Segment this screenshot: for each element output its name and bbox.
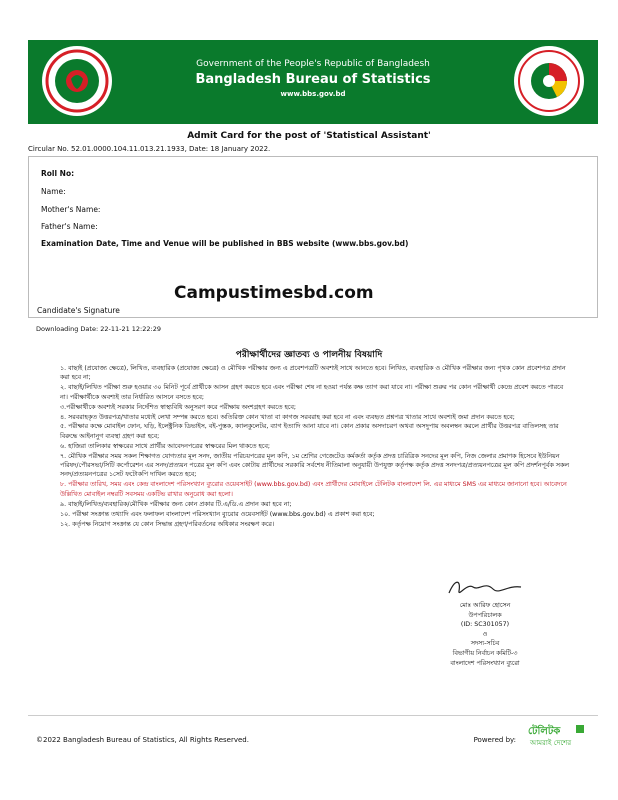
download-date: Downloading Date: 22-11-21 12:22:29 — [36, 325, 161, 333]
footer — [28, 715, 598, 751]
name-label: Name: — [41, 187, 66, 196]
gov-line: Government of the People's Republic of Bangladesh — [196, 59, 430, 69]
candidate-info-box — [28, 156, 598, 318]
powered-by-label: Powered by: — [473, 736, 516, 744]
roll-label: Roll No: — [41, 169, 75, 178]
rule-item: ৫. পরীক্ষার কক্ষে মোবাইল ফোন, ঘড়ি, ইলেক্ট্রনিক ডিভাইস, বই-পুস্তক, ক্যালকুলেটর, ব্যাগ ইত্যাদি আনা যাবে না। কোন প্রকার অসদাচরণ অথবা অসদুপায় অবলম্বন করলে প্রার্থীর উত্তরপত্র বাতিলসহ তার বিরুদ্ধে আইনানুগ ব্যবস্থা গ্রহণ করা হবে; — [60, 423, 559, 440]
father-name-label: Father's Name: — [41, 222, 98, 231]
authority-signature-block — [400, 577, 570, 668]
rule-item: ৬. হাজিরা তালিকার স্বাক্ষরের সাথে প্রার্থীর আবেদনপত্রের স্বাক্ষরের মিল থাকতে হবে; — [60, 442, 270, 450]
rules-list — [60, 364, 570, 529]
teletalk-logo-tagline: আমরাই দেশের — [530, 739, 572, 747]
signatory-id: (ID: SC301057) — [460, 621, 510, 629]
header-banner — [28, 40, 598, 124]
mother-name-label: Mother's Name: — [41, 205, 101, 214]
rule-item: ১০. পরীক্ষা সংক্রান্ত তথ্যাদি এবং ফলাফল বাংলাদেশ পরিসংখ্যান ব্যুরোর ওয়েবসাইট (www.bbs.gov.bd) এ প্রকাশ করা হবে; — [60, 510, 375, 518]
teletalk-logo-icon — [526, 722, 586, 748]
rule-item: ৩.পরীক্ষার্থীকে অবশ্যই সরকার নির্দেশিত স্বাস্থ্যবিধি অনুসরণ করে পরীক্ষায় অংশগ্রহণ করতে হবে; — [60, 403, 296, 411]
signatory-committee: বিভাগীয় নির্বাচন কমিটি-৩ — [452, 649, 518, 657]
teletalk-logo-name: টেলিটক — [528, 726, 561, 737]
admit-card-title: Admit Card for the post of 'Statistical Assistant' — [187, 131, 431, 141]
signatory-role: সদস্য-সচিব — [470, 640, 500, 648]
website-link[interactable]: www.bbs.gov.bd — [280, 90, 346, 98]
rule-item-highlight: ৮. পরীক্ষার তারিখ, সময় এবং কেন্দ্র বাংলাদেশ পরিসংখ্যান ব্যুরোর ওয়েবসাইট (www.bbs.gov.bd) এবং প্রার্থীদের মোবাইলে টেলিটক বাংলাদেশ লি. এর মাধ্যমে SMS এর মাধ্যমে জানানো হবে। আবেদনে উল্লিখিত মোবাইল নম্বরটি সবসময় একটিভ রাখার অনুরোধ করা হলো। — [60, 481, 567, 498]
rule-item: ১. বাছাই (প্রযোজ্য ক্ষেত্রে), লিখিত, ব্যবহারিক (প্রযোজ্য ক্ষেত্রে) ও মৌখিক পরীক্ষার জন্য এ প্রবেশপত্রটি অবশ্যই সাথে আনতে হবে। লিখিত, ব্যবহারিক ও মৌখিক পরীক্ষার জন্য পৃথক কোন প্রবেশপত্র প্রদান করা হবে না; — [60, 365, 566, 382]
rule-item: ১২. কর্তৃপক্ষ নিয়োগ সংক্রান্ত যে কোন সিদ্ধান্ত গ্রহণ/পরিবর্তনের অধিকার সংরক্ষণ করে। — [60, 520, 275, 528]
rule-item: ৭. মৌখিক পরীক্ষার সময় সকল শিক্ষাগত যোগ্যতার মূল সনদ, জাতীয় পরিচয়পত্রের মূল কপি, ১ম শ্রেণির গেজেটেড কর্মকর্তা কর্তৃক প্রদত্ত চারিত্রিক সনদের মূল কপি, নিজ জেলার প্রমাণক হিসেবে ইউনিয়ন পরিষদ/পৌরসভা/সিটি কর্পোরেশন এর সনদ/প্রত্যয়ন পত্রের মূল কপি এবং কোটায় প্রার্থীদের সরকারি সর্বশেষ নীতিমালা অনুযায়ী উপযুক্ত কর্তৃপক্ষ কর্তৃক প্রদত্ত সনদপত্র/প্রত্যয়নপত্রের মূল কপি প্রদর্শনপূর্বক সকল সনদ/প্রত্যয়নপত্রের ১সেট ফটোকপি দাখিল করতে হবে; — [60, 452, 569, 479]
signature-icon — [445, 577, 525, 599]
signatory-and: ও — [482, 630, 488, 638]
candidate-signature-label: Candidate's Signature — [37, 306, 120, 315]
copyright-text: ©2022 Bangladesh Bureau of Statistics, All Rights Reserved. — [36, 736, 249, 744]
signatory-name: মোঃ আরিফ হোসেন — [459, 602, 511, 609]
circular-number: Circular No. 52.01.0000.104.11.013.21.1933, Date: 18 January 2022. — [28, 145, 271, 153]
rule-item: ৪. সরবরাহকৃত উত্তরপত্র/খাতার মধ্যেই লেখা সম্পন্ন করতে হবে। অতিরিক্ত কোন খাতা বা কাগজ সরবরাহ করা হবে না এবং ব্যবহৃত প্রশ্নপত্র খাতার সাথে অবশ্যই জমা প্রদান করতে হবে; — [60, 413, 515, 421]
rule-item: ২. বাছাই/লিখিত পরীক্ষা শুরু হওয়ার ৩০ মিনিট পূর্বে প্রার্থীকে আসন গ্রহণ করতে হবে এবং পরীক্ষা শেষ না হওয়া পর্যন্ত কক্ষ ত্যাগ করা যাবে না। পরীক্ষা শুরুর পর কোন পরীক্ষার্থী কেন্দ্রে প্রবেশ করতে পারবে না। পরীক্ষার্থীকে অবশ্যই তার নির্ধারিত আসনে বসতে হবে; — [60, 384, 564, 401]
exam-notice: Examination Date, Time and Venue will be published in BBS website (www.bbs.gov.bd) — [41, 239, 409, 248]
watermark-text: Campustimesbd.com — [174, 283, 374, 303]
rule-item: ৯. বাছাই/লিখিত/ব্যবহারিক/মৌখিক পরীক্ষার জন্য কোন প্রকার টি.এ/ডি.এ প্রদান করা হবে না; — [60, 500, 292, 508]
bureau-name: Bangladesh Bureau of Statistics — [195, 72, 431, 87]
signatory-designation: উপপরিচালক — [468, 611, 502, 619]
rules-title: পরীক্ষার্থীদের জ্ঞাতব্য ও পালনীয় বিষয়াদি — [235, 350, 383, 360]
signatory-org: বাংলাদেশ পরিসংখ্যান ব্যুরো — [450, 659, 520, 667]
bbs-logo-icon — [514, 46, 584, 116]
